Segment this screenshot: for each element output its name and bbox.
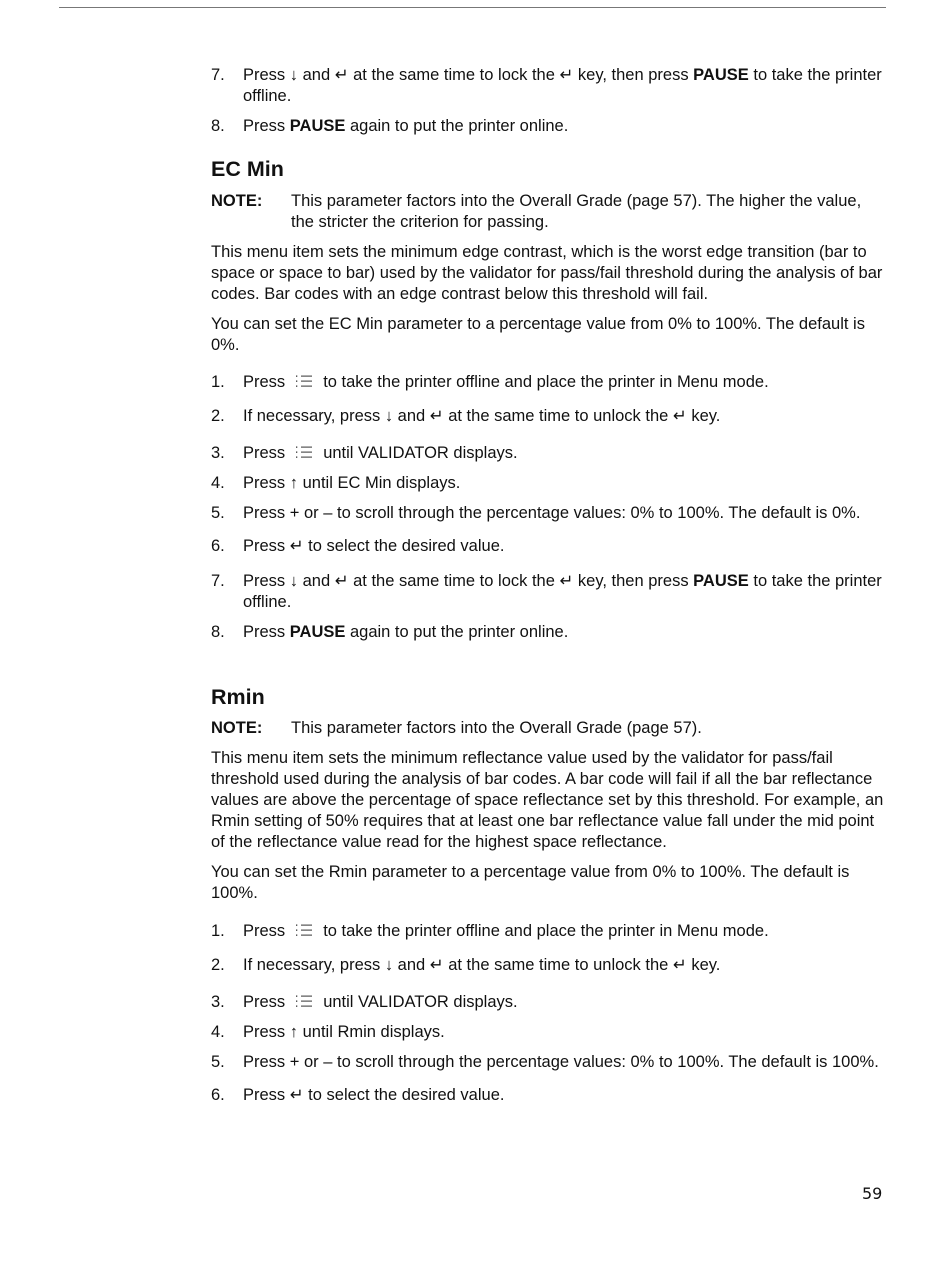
list-item: 6. Press ↵ to select the desired value.: [211, 1086, 505, 1104]
enter-key-icon: ↵: [289, 1086, 304, 1104]
menu-icon: [295, 374, 313, 388]
ec-min-steps: [211, 372, 891, 643]
up-arrow-icon: ↑: [289, 474, 299, 492]
list-item: 8. Press PAUSE again to put the printer online.: [211, 117, 569, 135]
list-item: 6. Press ↵ to select the desired value.: [211, 537, 505, 555]
down-arrow-icon: ↓: [289, 572, 299, 590]
list-item: 4. Press ↑ until EC Min displays.: [211, 474, 461, 492]
list-item: 3. Press until VALIDATOR displays.: [211, 993, 518, 1011]
list-item: 7. Press ↓ and ↵ at the same time to lock the ↵ key, then press PAUSE to take the printer offline.: [211, 66, 882, 105]
header-rule: [59, 7, 886, 8]
list-item: 3. Press until VALIDATOR displays.: [211, 444, 518, 462]
down-arrow-icon: ↓: [289, 66, 299, 84]
down-arrow-icon: ↓: [384, 407, 394, 425]
section-title-ec-min: EC Min: [211, 157, 284, 181]
page-number: 59: [862, 1184, 883, 1203]
paragraph: You can set the EC Min parameter to a percentage value from 0% to 100%. The default is 0%.: [211, 315, 865, 354]
enter-key-icon: ↵: [289, 537, 304, 555]
list-item: 8. Press PAUSE again to put the printer online.: [211, 623, 569, 641]
enter-key-icon: ↵: [672, 956, 687, 974]
enter-key-icon: ↵: [559, 66, 574, 84]
enter-key-icon: ↵: [559, 572, 574, 590]
list-item: 1. Press to take the printer offline and place the printer in Menu mode.: [211, 373, 769, 391]
continued-steps: [211, 65, 891, 137]
menu-icon: [295, 994, 313, 1008]
list-item: 1. Press to take the printer offline and place the printer in Menu mode.: [211, 922, 769, 940]
enter-key-icon: ↵: [429, 407, 444, 425]
list-item: 2. If necessary, press ↓ and ↵ at the same time to unlock the ↵ key.: [211, 407, 721, 425]
paragraph: You can set the Rmin parameter to a percentage value from 0% to 100%. The default is 100%.: [211, 863, 850, 902]
section-title-rmin: Rmin: [211, 685, 265, 709]
list-item: 5. Press + or – to scroll through the percentage values: 0% to 100%. The default is 100%.: [211, 1053, 879, 1071]
list-item: 7. Press ↓ and ↵ at the same time to lock the ↵ key, then press PAUSE to take the printer offline.: [211, 572, 882, 611]
list-item: 5. Press + or – to scroll through the percentage values: 0% to 100%. The default is 0%.: [211, 504, 861, 522]
enter-key-icon: ↵: [334, 572, 349, 590]
enter-key-icon: ↵: [334, 66, 349, 84]
paragraph: This menu item sets the minimum edge contrast, which is the worst edge transition (bar to space or space to bar) used by the validator for pass/fail threshold during the analysis of bar codes. Bar codes with an edge contrast below this threshold will fail.: [211, 243, 883, 303]
rmin-steps: [211, 921, 891, 1106]
list-item: 4. Press ↑ until Rmin displays.: [211, 1023, 445, 1041]
menu-icon: [295, 445, 313, 459]
up-arrow-icon: ↑: [289, 1023, 299, 1041]
menu-icon: [295, 923, 313, 937]
list-item: 2. If necessary, press ↓ and ↵ at the same time to unlock the ↵ key.: [211, 956, 721, 974]
note-ec-min: NOTE: This parameter factors into the Overall Grade (page 57). The higher the value, the stricter the criterion for passing.: [211, 192, 862, 231]
enter-key-icon: ↵: [672, 407, 687, 425]
note-rmin: NOTE: This parameter factors into the Overall Grade (page 57).: [211, 719, 702, 737]
paragraph: This menu item sets the minimum reflectance value used by the validator for pass/fail threshold used during the analysis of bar codes. A bar code will fail if all the bar reflectance values are above the percentage of space reflectance set by this threshold. For example, an Rmin setting of 50% requires that at least one bar reflectance value fall under the mid point of the reflectance value read for the highest space reflectance.: [211, 749, 884, 851]
down-arrow-icon: ↓: [384, 956, 394, 974]
enter-key-icon: ↵: [429, 956, 444, 974]
